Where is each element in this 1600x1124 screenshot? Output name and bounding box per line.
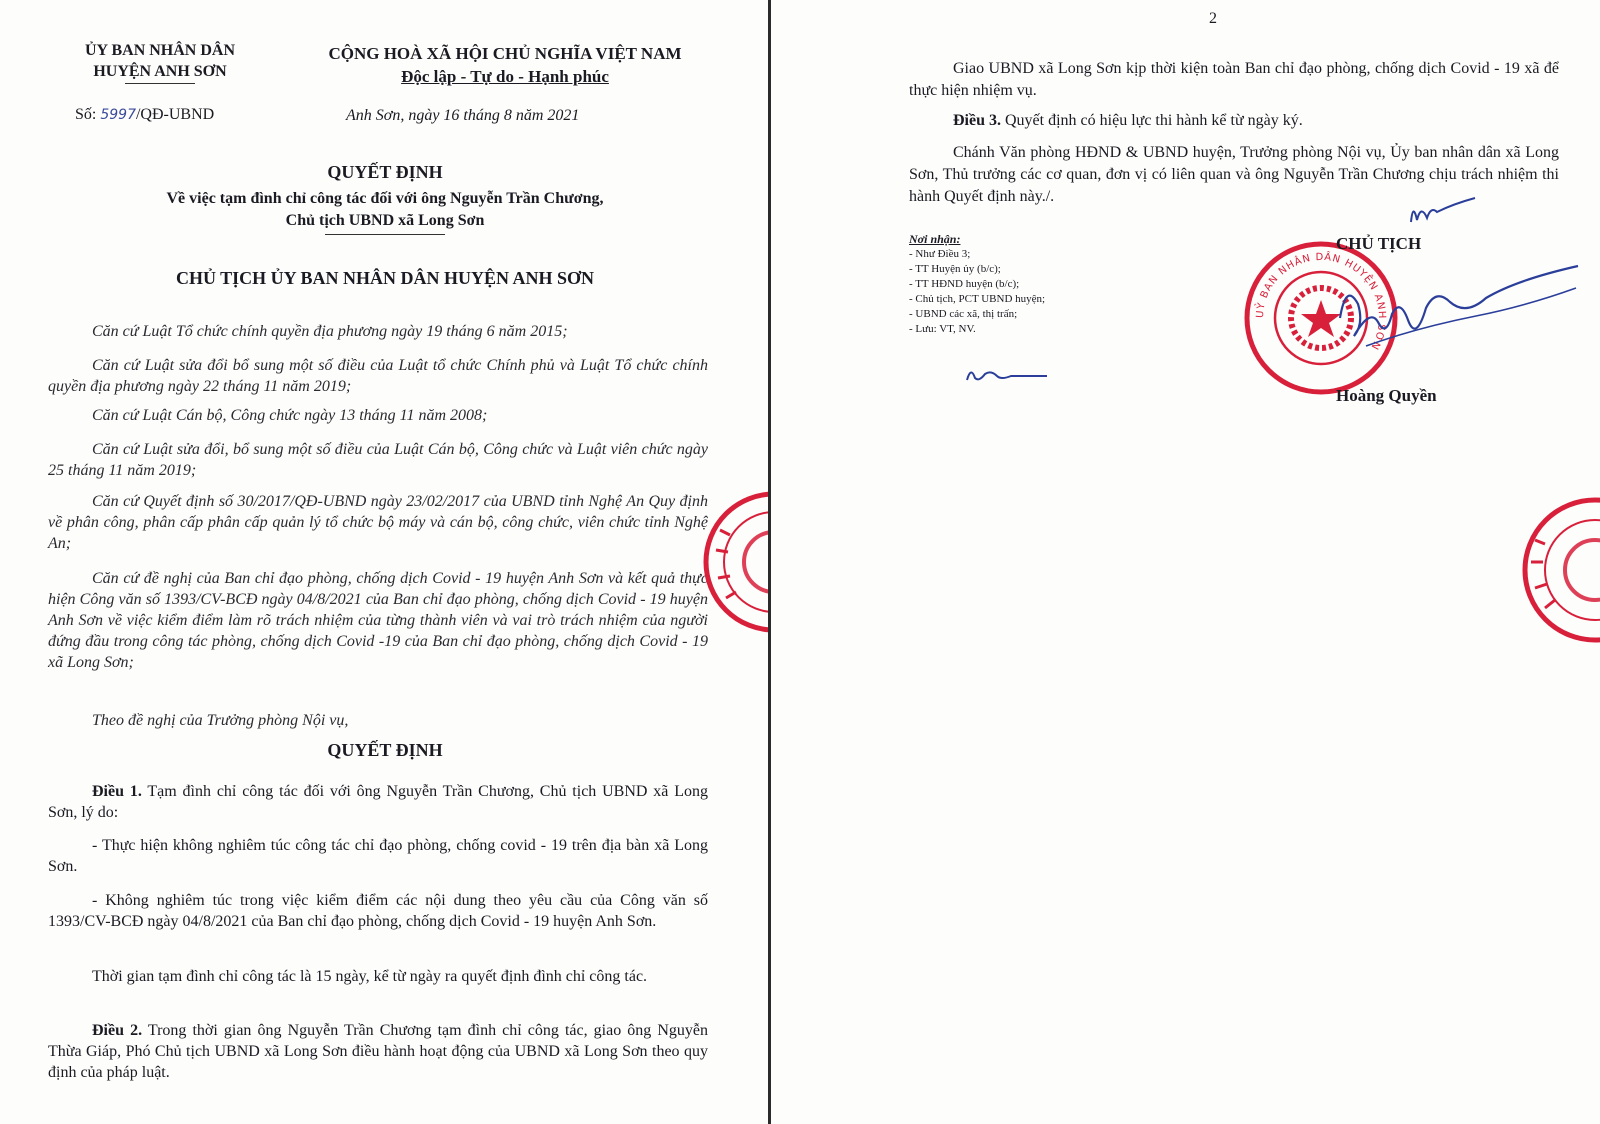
agency-underline: [125, 83, 195, 84]
article-2-continuation: Giao UBND xã Long Sơn kịp thời kiện toàn Ban chỉ đạo phòng, chống dịch Covid - 19 xã để thực hiện nhiệm vụ.: [909, 60, 1559, 99]
red-seal-partial: [700, 490, 768, 635]
article-3-label: Điều 3.: [953, 112, 1001, 129]
subject-underline: [325, 234, 445, 235]
article-1-text: Tạm đình chỉ công tác đối với ông Nguyễn Trần Chương, Chủ tịch UBND xã Long Sơn, lý do:: [48, 783, 709, 821]
signature: [1326, 258, 1586, 368]
recipients-block: [909, 232, 1169, 337]
article-2: [48, 1020, 708, 1083]
legal-basis-4: Căn cứ Luật sửa đổi, bổ sung một số điều của Luật Cán bộ, Công chức và Luật viên chức ngày 25 tháng 11 năm 2019;: [48, 441, 708, 479]
article-1-label: Điều 1.: [92, 783, 142, 800]
decision-page-2: [771, 0, 1600, 1124]
article-3-text: Quyết định có hiệu lực thi hành kể từ ngày ký.: [1001, 112, 1303, 129]
recipient-2: - TT Huyện ủy (b/c);: [909, 263, 1001, 275]
document-number: [75, 106, 214, 124]
document-subject: [60, 188, 710, 235]
recipient-5: - UBND các xã, thị trấn;: [909, 308, 1018, 320]
red-seal-partial-right: [1511, 496, 1600, 644]
legal-basis-1: Căn cứ Luật Tổ chức chính quyền địa phương ngày 19 tháng 6 năm 2015;: [92, 323, 568, 340]
seal-text: UỶ BAN NHÂN DÂN HUYỆN ANH SƠN: [1254, 251, 1388, 352]
recipient-6: - Lưu: VT, NV.: [909, 323, 976, 335]
subject-line-2: Chủ tịch UBND xã Long Sơn: [285, 212, 485, 229]
clerk-initial: [961, 362, 1051, 388]
legal-basis-2: Căn cứ Luật sửa đổi bổ sung một số điều của Luật tổ chức Chính phủ và Luật Tổ chức chính quyền địa phương ngày 22 tháng 11 năm 2019;: [48, 357, 708, 395]
article-2-label: Điều 2.: [92, 1022, 143, 1039]
agency-line-2: HUYỆN ANH SƠN: [93, 63, 227, 80]
issuing-authority: CHỦ TỊCH ỦY BAN NHÂN DÂN HUYỆN ANH SƠN: [175, 268, 595, 288]
signer-title: CHỦ TỊCH: [1336, 234, 1422, 253]
recipient-1: - Như Điều 3;: [909, 248, 971, 260]
decision-heading: QUYẾT ĐỊNH: [327, 740, 443, 760]
initial-mark: [1403, 192, 1483, 232]
page-number: 2: [1209, 10, 1217, 27]
legal-basis-3: Căn cứ Luật Cán bộ, Công chức ngày 13 tháng 11 năm 2008;: [92, 407, 488, 424]
legal-basis-6: Căn cứ đề nghị của Ban chỉ đạo phòng, chống dịch Covid - 19 huyện Anh Sơn và kết quả thực hiện Công văn số 1393/CV-BCĐ ngày 04/8/2021 của Ban chỉ đạo phòng, chống dịch Covid - 19 huyện Anh Sơn về việc kiểm điểm làm rõ trách nhiệm của từng thành viên và vai trò trách nhiệm của người đứng đầu trong công tác phòng, chống dịch Covid -19 của Ban chỉ đạo phòng, chống dịch Covid - 19 xã Long Sơn;: [48, 570, 708, 671]
nation-line-2: Độc lập - Tự do - Hạnh phúc: [401, 67, 609, 86]
recipients-heading: Nơi nhận:: [909, 232, 961, 246]
document-title: QUYẾT ĐỊNH: [327, 162, 443, 182]
article-1-reason-1: - Thực hiện không nghiêm túc công tác chỉ đạo phòng, chống covid - 19 trên địa bàn xã Long Sơn.: [48, 837, 708, 875]
article-3: [909, 110, 1559, 132]
responsibility-clause: Chánh Văn phòng HĐND & UBND huyện, Trưởng phòng Nội vụ, Ủy ban nhân dân xã Long Sơn, Thủ trưởng các cơ quan, đơn vị có liên quan và ông Nguyễn Trần Chương chịu trách nhiệm thi hành Quyết định này./.: [909, 144, 1559, 205]
subject-line-1: Về việc tạm đình chỉ công tác đối với ông Nguyễn Trần Chương,: [166, 190, 604, 207]
recipient-4: - Chủ tịch, PCT UBND huyện;: [909, 293, 1046, 305]
article-2-text: Trong thời gian ông Nguyễn Trần Chương tạm đình chỉ công tác, giao ông Nguyễn Thừa Giáp, Phó Chủ tịch UBND xã Long Sơn điều hành hoạt động của UBND xã Long Sơn theo quy định của pháp luật.: [48, 1022, 709, 1081]
article-1-reason-2: - Không nghiêm túc trong việc kiểm điểm các nội dung theo yêu cầu của Công văn số 1393/CV-BCĐ ngày 04/8/2021 của Ban chỉ đạo phòng, chống dịch Covid - 19 huyện Anh Sơn.: [48, 892, 708, 930]
doc-no-suffix: /QĐ-UBND: [135, 106, 215, 123]
recipient-3: - TT HĐND huyện (b/c);: [909, 278, 1020, 290]
proposal-line: Theo đề nghị của Trưởng phòng Nội vụ,: [92, 712, 349, 729]
agency-line-1: ỦY BAN NHÂN DÂN: [84, 42, 236, 59]
legal-basis-5: Căn cứ Quyết định số 30/2017/QĐ-UBND ngày 23/02/2017 của UBND tỉnh Nghệ An Quy định về phân công, phân cấp phân cấp quản lý tổ chức bộ máy và cán bộ, công chức, viên chức tỉnh Nghệ An;: [48, 493, 708, 552]
national-motto: [290, 42, 720, 88]
signer-name: Hoàng Quyền: [1336, 386, 1437, 405]
date-line: Anh Sơn, ngày 16 tháng 8 năm 2021: [346, 107, 580, 124]
article-1: [48, 781, 708, 823]
issuing-agency: [60, 40, 260, 84]
nation-line-1: CỘNG HOÀ XÃ HỘI CHỦ NGHĨA VIỆT NAM: [328, 44, 682, 63]
decision-page-1: [0, 0, 768, 1124]
article-1-period: Thời gian tạm đình chỉ công tác là 15 ngày, kể từ ngày ra quyết định đình chỉ công tác.: [92, 968, 648, 985]
doc-no-prefix: Số:: [75, 106, 101, 123]
doc-no-handwritten: 5997: [100, 107, 136, 123]
